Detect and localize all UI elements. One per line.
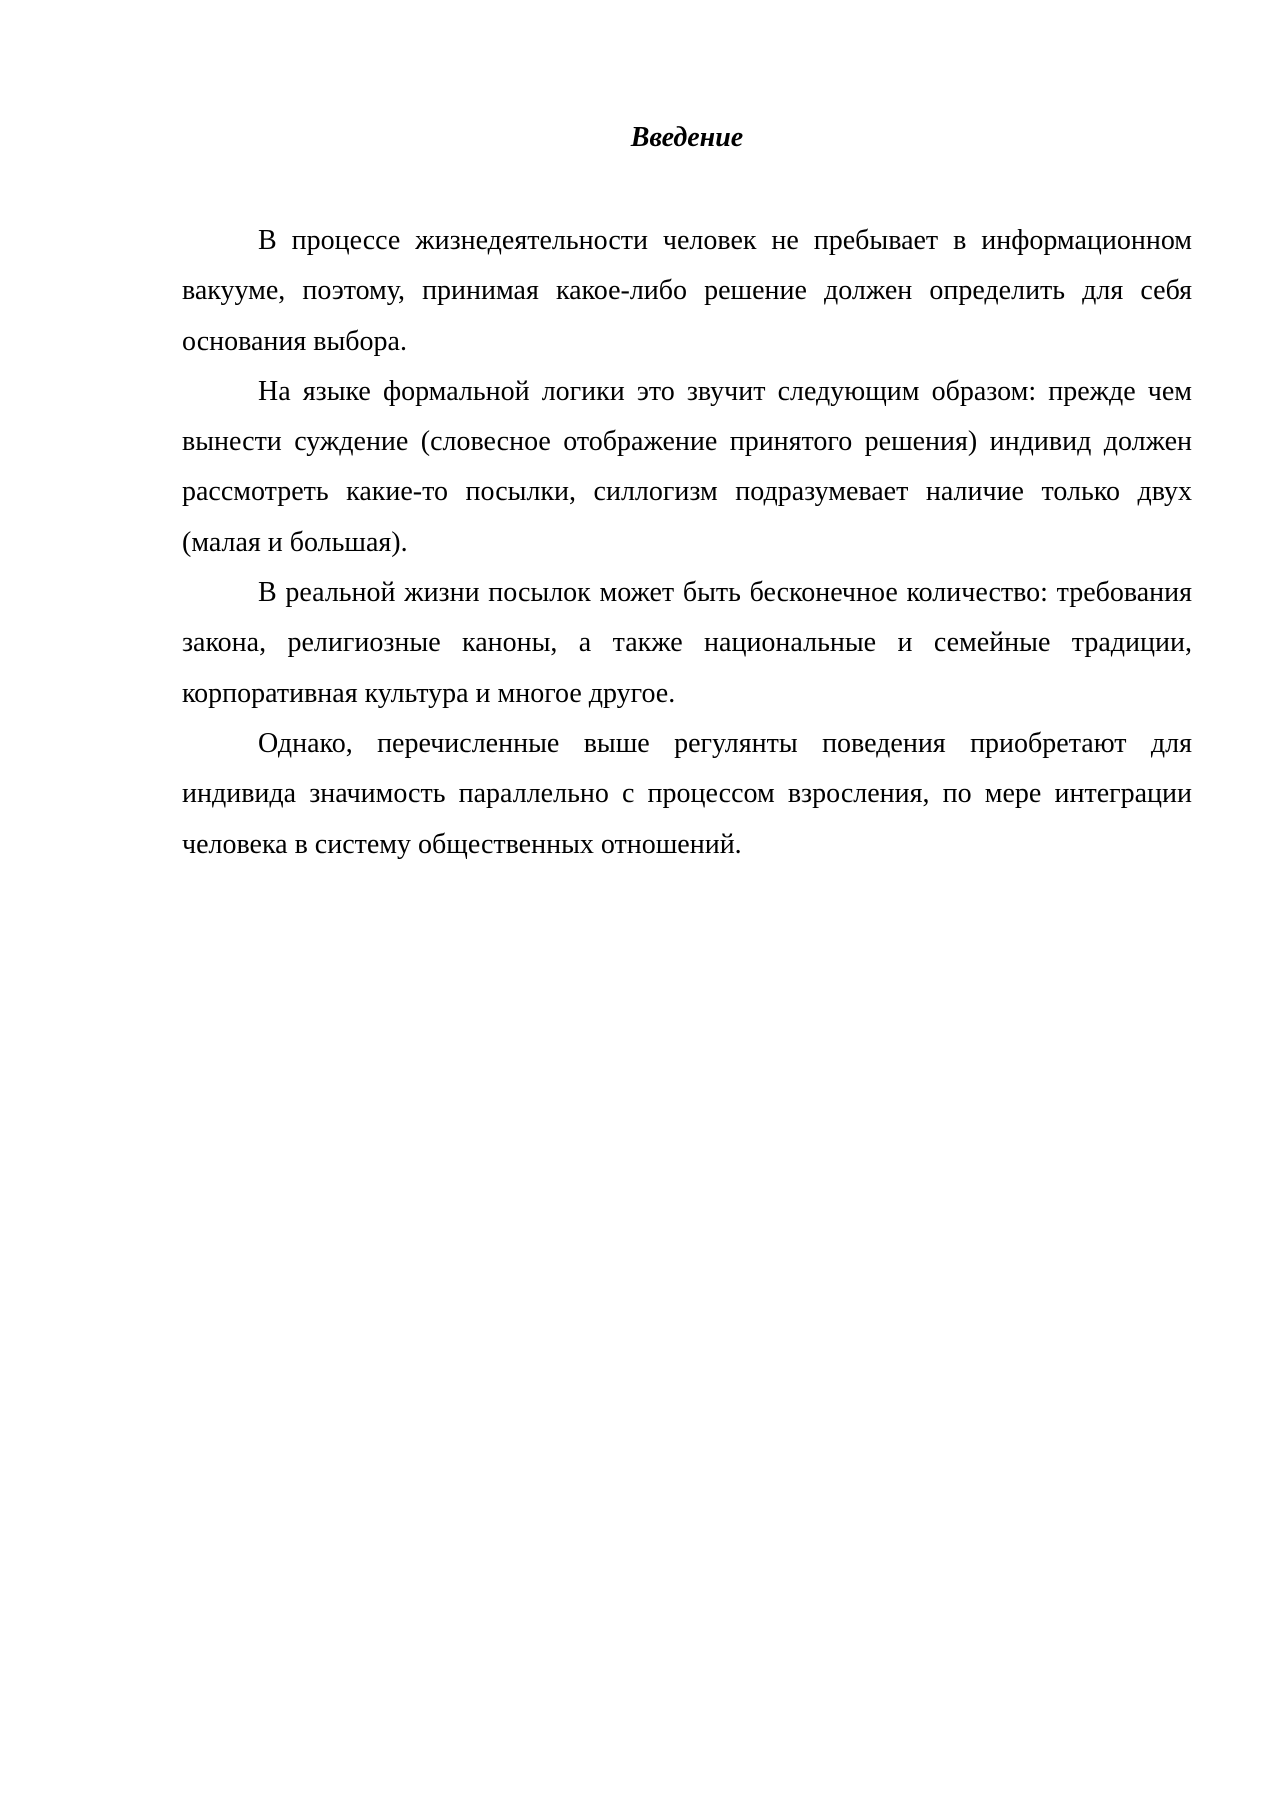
paragraph-1: В процессе жизнедеятельности человек не пребывает в информационном вакууме, поэтому, принимая какое-либо решение должен определить для себя основания выбора.	[182, 225, 1192, 357]
paragraph-2: На языке формальной логики это звучит следующим образом: прежде чем вынести суждение (словесное отображение принятого решения) индивид должен рассмотреть какие-то посылки, силлогизм подразумевает наличие только двух (малая и большая).	[182, 375, 1192, 558]
page-title: Введение	[630, 122, 744, 153]
paragraph-3: В реальной жизни посылок может быть бесконечное количество: требования закона, религиозные каноны, а также национальные и семейные традиции, корпоративная культура и многое другое.	[182, 577, 1192, 709]
paragraph-4: Однако, перечисленные выше регулянты поведения приобретают для индивида значимость параллельно с процессом взросления, по мере интеграции человека в систему общественных отношений.	[182, 727, 1192, 860]
document-body	[182, 118, 1192, 870]
